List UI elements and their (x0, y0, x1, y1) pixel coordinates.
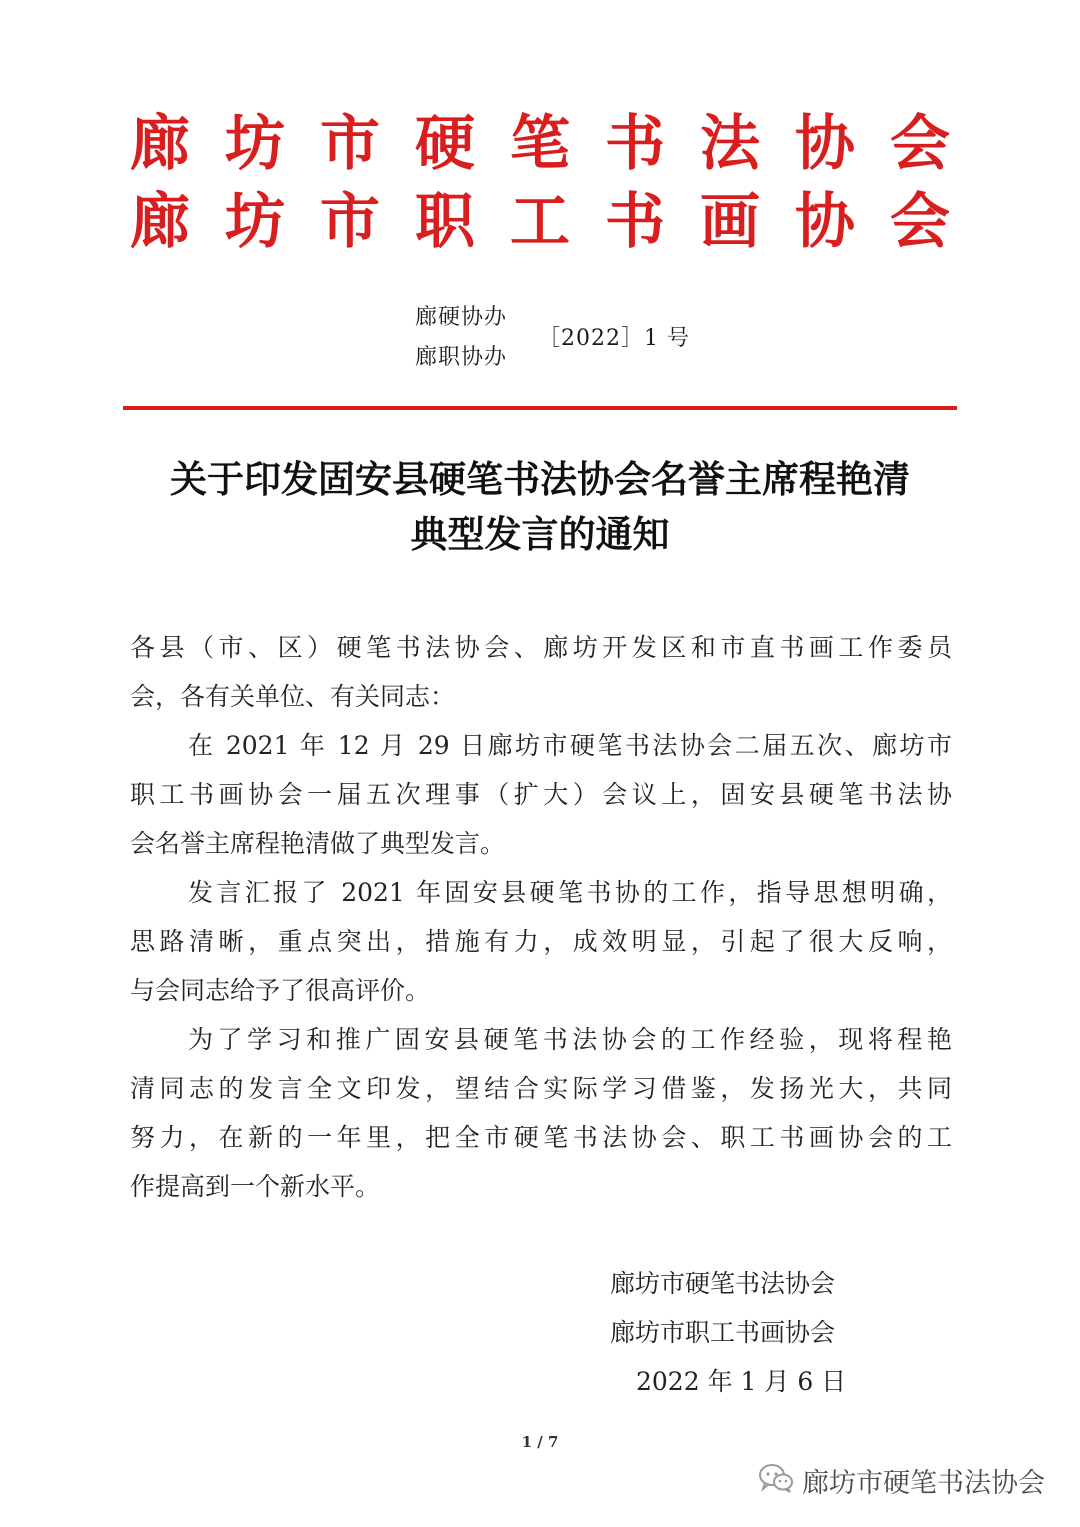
body-line: 在 2021 年 12 月 29 日廊坊市硬笔书法协会二届五次、廊坊市 (188, 731, 952, 760)
doc-number-prefix-2: 廊职协办 (415, 345, 508, 370)
body-line: 努力，在新的一年里，把全市硬笔书法协会、职工书画协会的工 (130, 1123, 952, 1152)
page-number: 1 / 7 (521, 1433, 559, 1451)
body-line: 会名誉主席程艳清做了典型发言。 (130, 829, 506, 858)
body-line: 职工书画协会一届五次理事（扩大）会议上，固安县硬笔书法协 (130, 780, 952, 809)
doc-number-prefix-1: 廊硬协办 (415, 305, 508, 330)
signature-date: 2022 年 1 月 6 日 (636, 1367, 847, 1396)
header-org-1: 廊坊市硬笔书法协会 (130, 109, 950, 179)
watermark-account-name: 廊坊市硬笔书法协会 (802, 1467, 1045, 1499)
body-line: 作提高到一个新水平。 (130, 1172, 381, 1201)
body-line: 会，各有关单位、有关同志： (130, 682, 456, 711)
doc-number: ［2022］1 号 (538, 326, 690, 351)
body-line: 思路清晰，重点突出，措施有力，成效明显，引起了很大反响， (130, 927, 952, 956)
signature-org-1: 廊坊市硬笔书法协会 (610, 1269, 836, 1298)
header-red-rule (123, 406, 957, 410)
signature-org-2: 廊坊市职工书画协会 (610, 1318, 836, 1347)
body-line: 与会同志给予了很高评价。 (130, 976, 431, 1005)
header-org-2: 廊坊市职工书画协会 (130, 187, 950, 257)
wechat-icon (758, 1463, 794, 1497)
body-line: 发言汇报了 2021 年固安县硬笔书协的工作，指导思想明确， (188, 878, 952, 907)
body-line: 清同志的发言全文印发，望结合实际学习借鉴，发扬光大，共同 (130, 1074, 952, 1103)
wechat-watermark (758, 1463, 1045, 1497)
body-line: 为了学习和推广固安县硬笔书法协会的工作经验，现将程艳 (188, 1025, 952, 1054)
body-line: 各县（市、区）硬笔书法协会、廊坊开发区和市直书画工作委员 (130, 633, 952, 662)
document-title-line-2: 典型发言的通知 (410, 513, 670, 556)
document-title-line-1: 关于印发固安县硬笔书法协会名誉主席程艳清 (170, 458, 910, 501)
